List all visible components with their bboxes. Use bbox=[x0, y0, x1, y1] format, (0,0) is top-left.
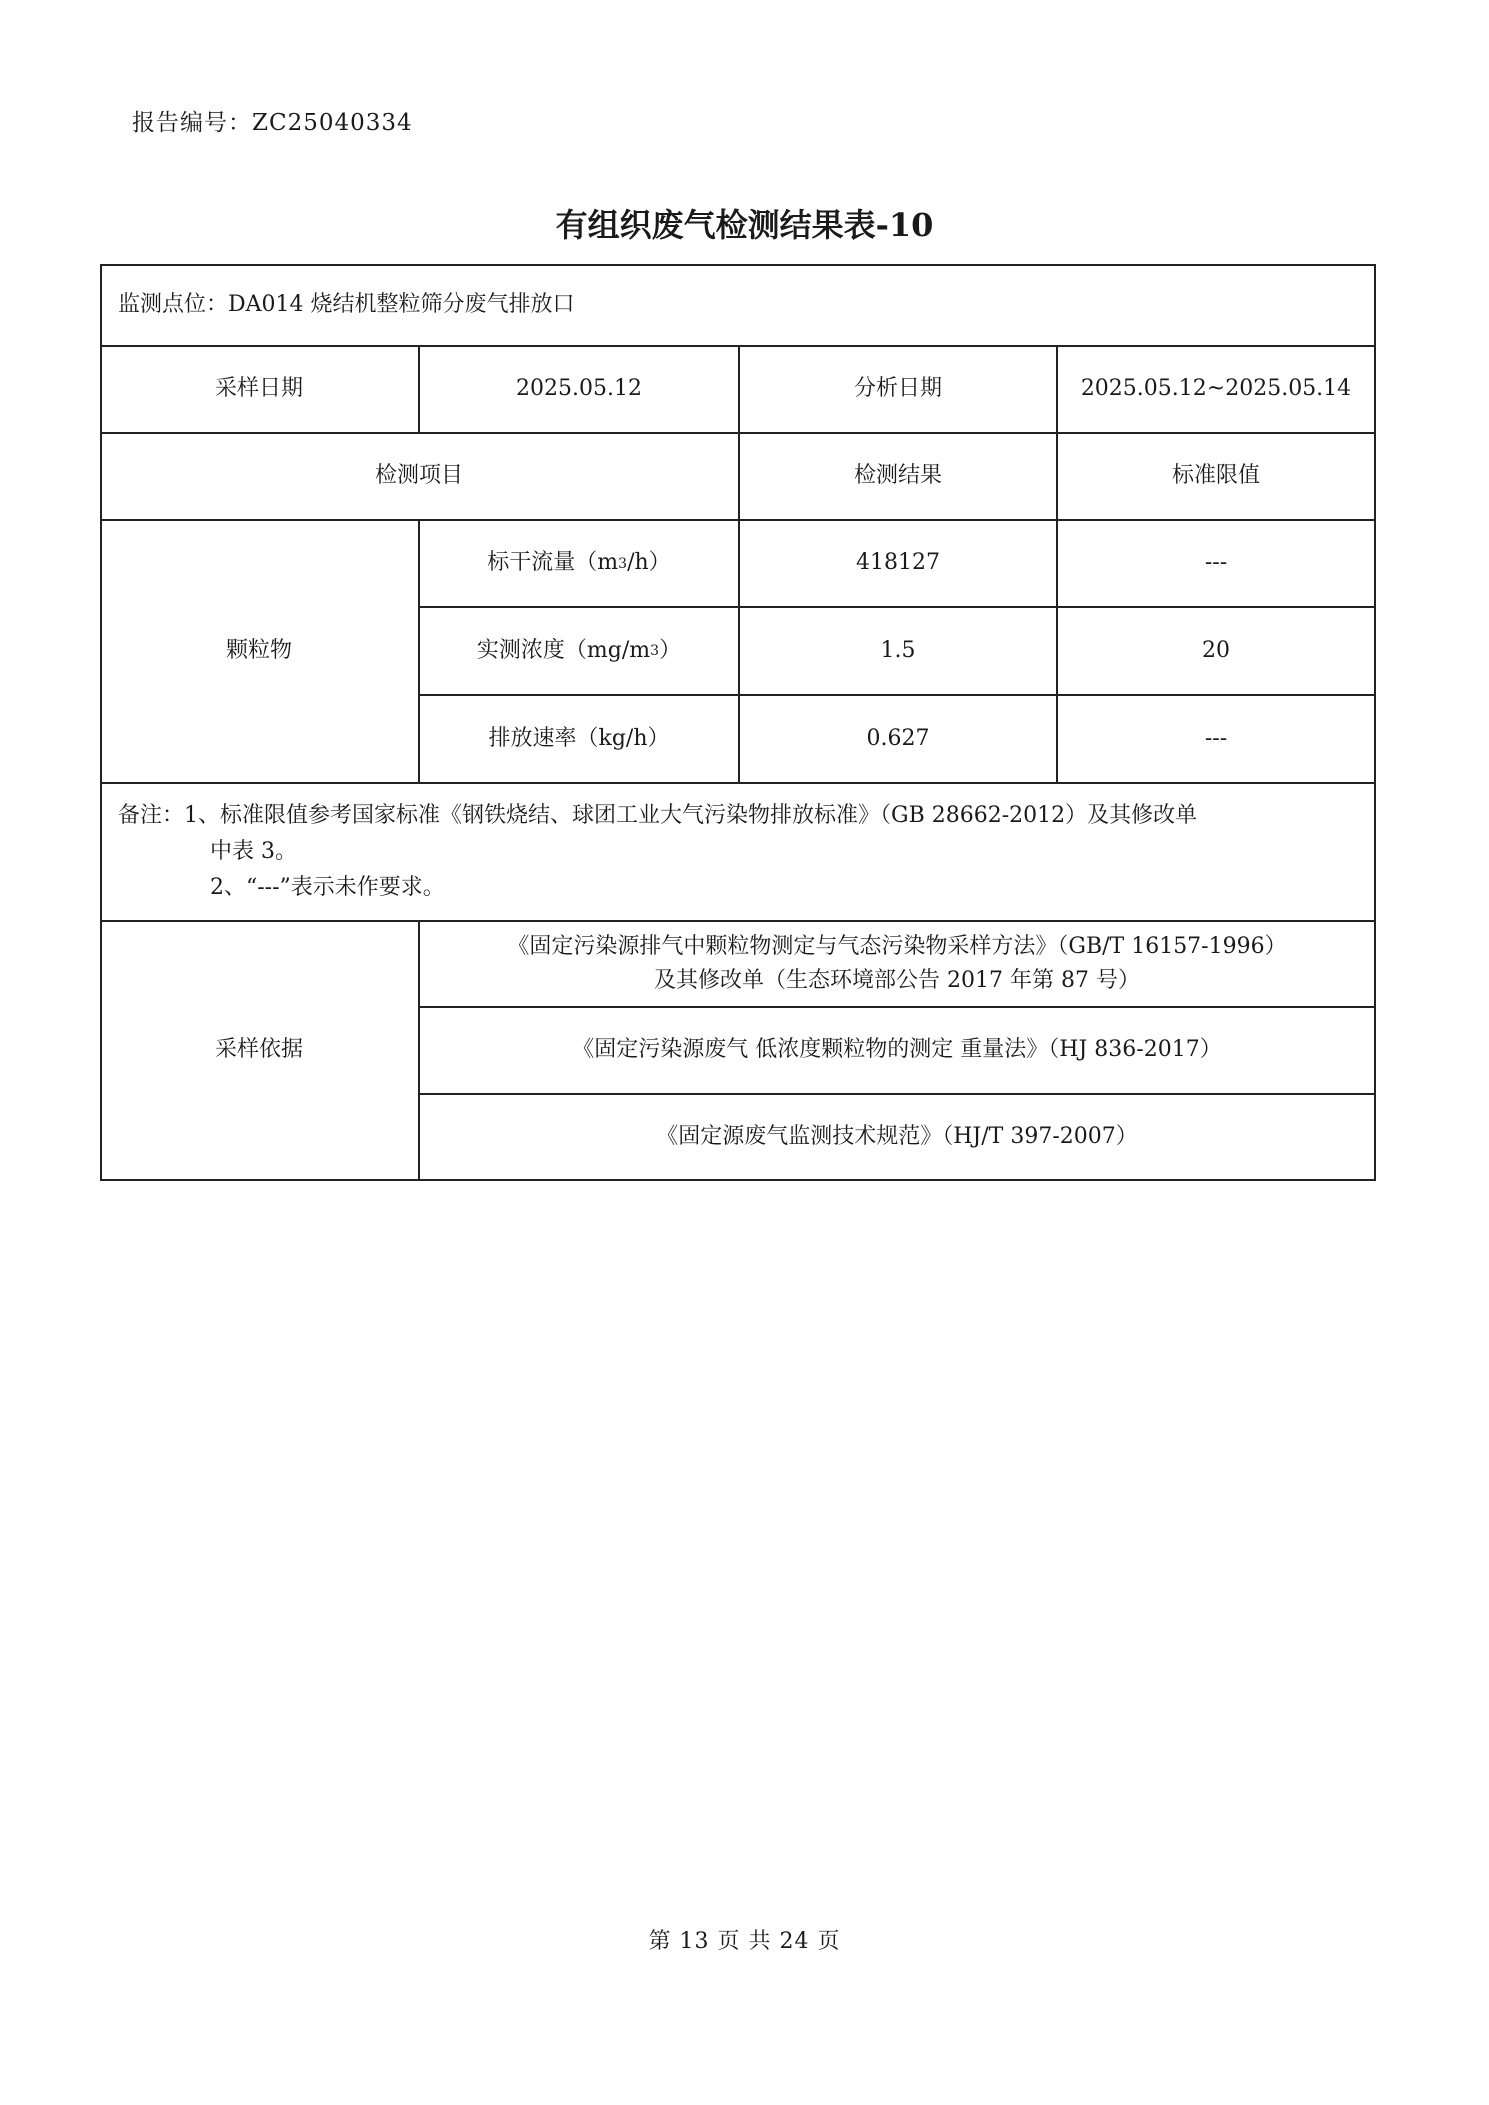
sampling-basis-item: 《固定源废气监测技术规范》（HJ/T 397-2007） bbox=[656, 1123, 1138, 1149]
sampling-date: 2025.05.12 bbox=[516, 376, 642, 402]
table-row-limit: 20 bbox=[1202, 637, 1230, 663]
page-title: 有组织废气检测结果表-10 bbox=[555, 206, 934, 244]
analysis-date: 2025.05.12~2025.05.14 bbox=[1080, 376, 1352, 402]
monitoring-location: 监测点位：DA014 烧结机整粒筛分废气排放口 bbox=[118, 291, 575, 317]
remarks bbox=[118, 798, 1368, 906]
table-row-result: 1.5 bbox=[880, 637, 916, 663]
page-footer: 第 13 页 共 24 页 bbox=[648, 1929, 841, 1954]
table-row-param: 实测浓度（mg/m 3 ） bbox=[476, 637, 682, 663]
results-table bbox=[100, 264, 1376, 1181]
table-row-result: 418127 bbox=[856, 550, 940, 576]
remark-line-1: 备注：1、标准限值参考国家标准《钢铁烧结、球团工业大气污染物排放标准》（GB 28662-2012）及其修改单 bbox=[118, 803, 1198, 828]
header-item: 检测项目 bbox=[374, 463, 463, 489]
sampling-basis-item: 《固定污染源排气中颗粒物测定与气态污染物采样方法》（GB/T 16157-1996） 及其修改单（生态环境部公告 2017 年第 87 号） bbox=[507, 933, 1287, 993]
remark-line-2: 中表 3。 bbox=[210, 839, 297, 864]
sampling-basis-label: 采样依据 bbox=[214, 1037, 303, 1063]
table-row-param: 标干流量（m 3 /h） bbox=[487, 550, 671, 576]
header-limit: 标准限值 bbox=[1171, 463, 1260, 489]
table-row-param: 排放速率（kg/h） bbox=[488, 725, 670, 751]
table-row-limit: --- bbox=[1204, 550, 1228, 576]
sampling-basis-item: 《固定污染源废气 低浓度颗粒物的测定 重量法》（HJ 836-2017） bbox=[572, 1037, 1222, 1063]
header-result: 检测结果 bbox=[853, 463, 942, 489]
report-number: 报告编号：ZC25040334 bbox=[132, 110, 413, 136]
table-row-limit: --- bbox=[1204, 725, 1228, 751]
analysis-date-label: 分析日期 bbox=[853, 376, 942, 402]
sampling-date-label: 采样日期 bbox=[214, 376, 303, 402]
table-row-result: 0.627 bbox=[866, 725, 930, 751]
pollutant-name: 颗粒物 bbox=[225, 638, 292, 664]
remark-line-3: 2、“---”表示未作要求。 bbox=[210, 875, 445, 900]
